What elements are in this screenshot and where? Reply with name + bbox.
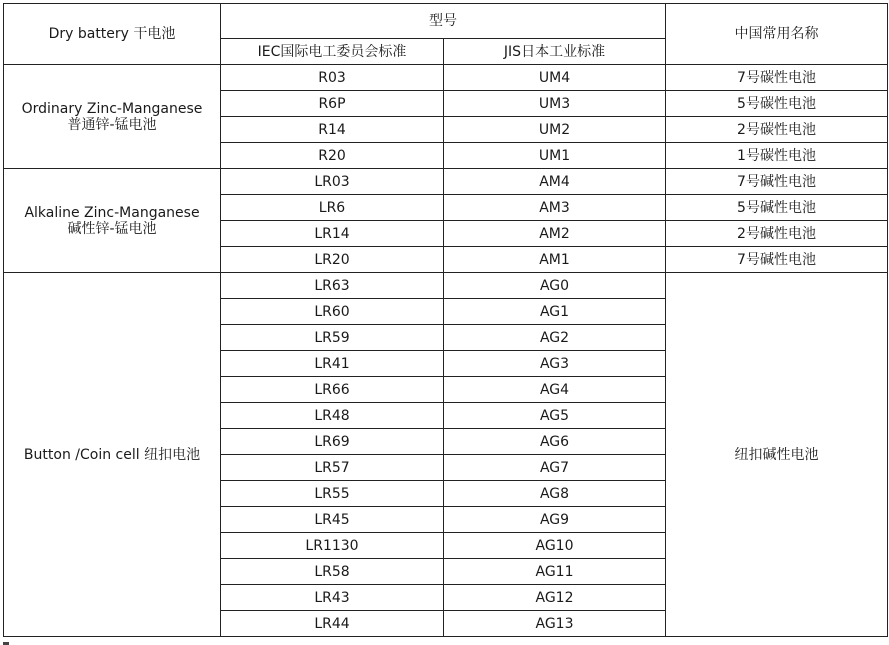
jis-model-cell: AG8 xyxy=(444,481,666,507)
iec-model-cell: LR43 xyxy=(221,585,444,611)
jis-model-cell: AG3 xyxy=(444,351,666,377)
table-row xyxy=(4,169,888,195)
jis-model-cell: AG4 xyxy=(444,377,666,403)
table-row xyxy=(4,273,888,299)
common-name-cell: 7号碱性电池 xyxy=(666,247,888,273)
jis-model-cell: AG6 xyxy=(444,429,666,455)
common-name-cell: 5号碱性电池 xyxy=(666,195,888,221)
iec-model-cell: LR55 xyxy=(221,481,444,507)
iec-model-cell: LR14 xyxy=(221,221,444,247)
iec-model-cell: R03 xyxy=(221,65,444,91)
common-name-cell: 2号碳性电池 xyxy=(666,117,888,143)
iec-model-cell: LR6 xyxy=(221,195,444,221)
jis-model-cell: AG12 xyxy=(444,585,666,611)
jis-model-cell: AG7 xyxy=(444,455,666,481)
jis-model-cell: AM3 xyxy=(444,195,666,221)
category-name-en: Alkaline Zinc-Manganese xyxy=(24,204,200,221)
iec-model-cell: LR57 xyxy=(221,455,444,481)
category-cell xyxy=(4,65,221,169)
dry-battery-header: Dry battery 干电池 xyxy=(4,4,221,65)
common-name-cell: 2号碱性电池 xyxy=(666,221,888,247)
category-cell-button: Button /Coin cell 纽扣电池 xyxy=(4,273,221,637)
category-name-zh: 碱性锌-锰电池 xyxy=(67,220,157,237)
jis-model-cell: AM4 xyxy=(444,169,666,195)
jis-model-cell: AG9 xyxy=(444,507,666,533)
jis-model-cell: AG0 xyxy=(444,273,666,299)
battery-model-table xyxy=(3,3,888,637)
jis-model-cell: AG2 xyxy=(444,325,666,351)
iec-model-cell: LR66 xyxy=(221,377,444,403)
iec-model-cell: R6P xyxy=(221,91,444,117)
model-title-header: 型号 xyxy=(221,4,666,39)
iec-model-cell: LR20 xyxy=(221,247,444,273)
iec-model-cell: LR48 xyxy=(221,403,444,429)
iec-model-cell: LR41 xyxy=(221,351,444,377)
iec-model-cell: LR03 xyxy=(221,169,444,195)
jis-model-cell: UM4 xyxy=(444,65,666,91)
iec-model-cell: LR60 xyxy=(221,299,444,325)
iec-model-cell: LR59 xyxy=(221,325,444,351)
iec-standard-header: IEC国际电工委员会标准 xyxy=(221,39,444,65)
jis-model-cell: AG11 xyxy=(444,559,666,585)
iec-model-cell: LR69 xyxy=(221,429,444,455)
category-cell xyxy=(4,169,221,273)
common-name-cell: 5号碳性电池 xyxy=(666,91,888,117)
common-name-cell: 1号碳性电池 xyxy=(666,143,888,169)
jis-model-cell: UM1 xyxy=(444,143,666,169)
jis-model-cell: AG13 xyxy=(444,611,666,637)
category-name-zh: 普通锌-锰电池 xyxy=(67,116,157,133)
jis-model-cell: UM2 xyxy=(444,117,666,143)
iec-model-cell: LR63 xyxy=(221,273,444,299)
jis-model-cell: AG5 xyxy=(444,403,666,429)
iec-model-cell: LR45 xyxy=(221,507,444,533)
iec-model-cell: LR58 xyxy=(221,559,444,585)
iec-model-cell: R20 xyxy=(221,143,444,169)
header-row-1 xyxy=(4,4,888,39)
jis-model-cell: AM2 xyxy=(444,221,666,247)
jis-model-cell: AG10 xyxy=(444,533,666,559)
iec-model-cell: LR44 xyxy=(221,611,444,637)
common-name-cell: 7号碳性电池 xyxy=(666,65,888,91)
jis-model-cell: AM1 xyxy=(444,247,666,273)
table-row xyxy=(4,65,888,91)
common-name-cell-button: 纽扣碱性电池 xyxy=(666,273,888,637)
category-name-en: Ordinary Zinc-Manganese xyxy=(21,100,203,117)
jis-standard-header: JIS日本工业标准 xyxy=(444,39,666,65)
common-name-cell: 7号碱性电池 xyxy=(666,169,888,195)
common-name-header: 中国常用名称 xyxy=(666,4,888,65)
jis-model-cell: UM3 xyxy=(444,91,666,117)
iec-model-cell: R14 xyxy=(221,117,444,143)
iec-model-cell: LR1130 xyxy=(221,533,444,559)
jis-model-cell: AG1 xyxy=(444,299,666,325)
